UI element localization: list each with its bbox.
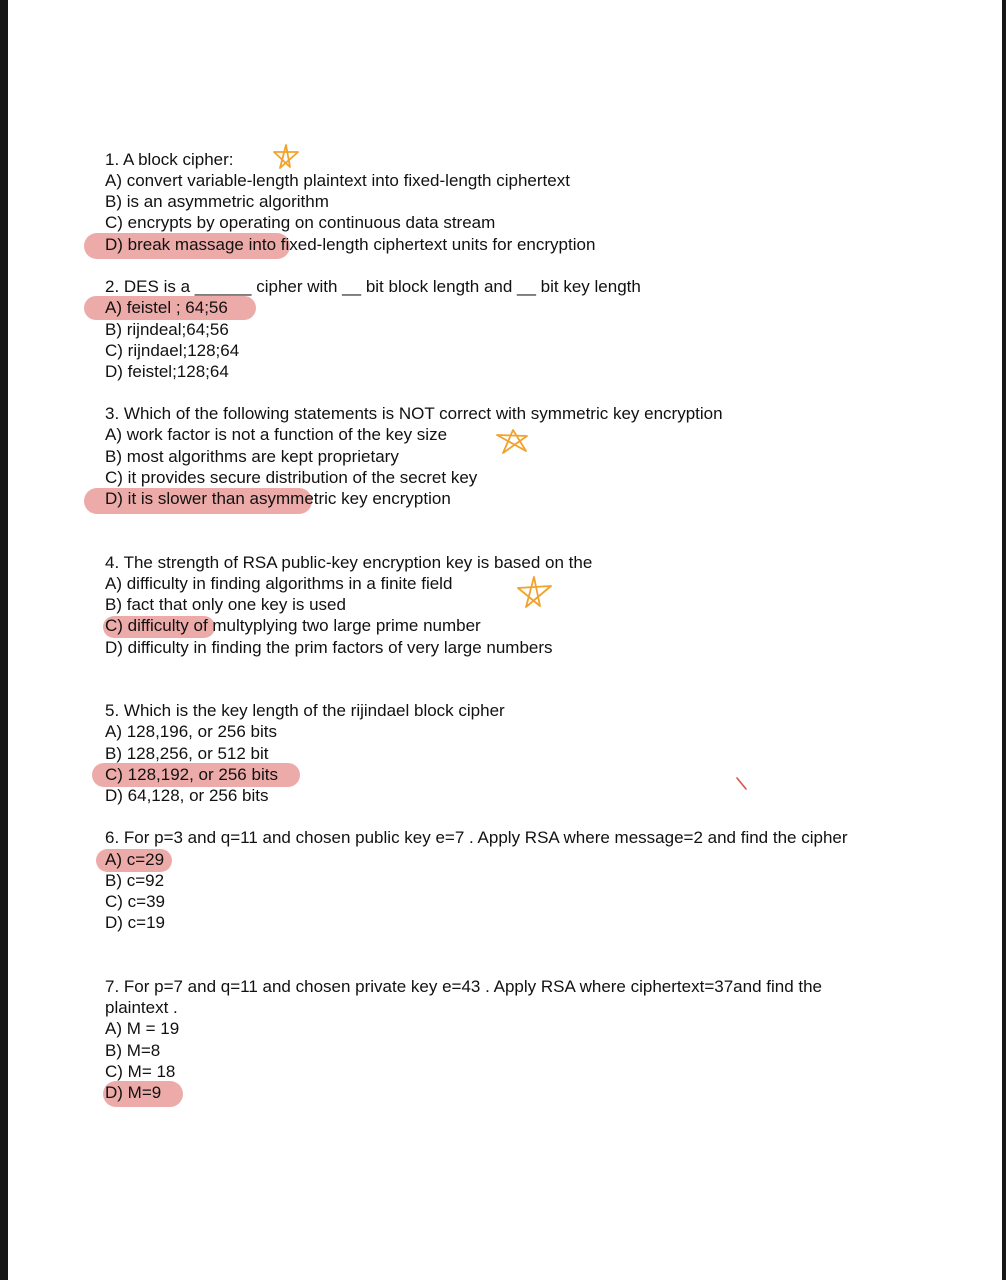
question-7-option-d: D) M=9 (105, 1083, 162, 1102)
question-1-option-a: A) convert variable-length plaintext into fixed-length ciphertext (105, 171, 570, 190)
star-icon (493, 427, 533, 457)
page-edge-right (1002, 0, 1006, 1280)
question-1-stem: 1. A block cipher: (105, 150, 234, 169)
question-6-stem: 6. For p=3 and q=11 and chosen public key e=7 . Apply RSA where message=2 and find the cipher (105, 828, 848, 847)
question-2-option-b: B) rijndeal;64;56 (105, 320, 229, 339)
pen-tick-mark (734, 776, 750, 792)
page-edge-left (0, 0, 8, 1280)
question-4-option-c: C) difficulty of multyplying two large prime number (105, 616, 481, 635)
question-3-option-d: D) it is slower than asymmetric key encryption (105, 489, 451, 508)
question-7-option-a: A) M = 19 (105, 1019, 180, 1038)
question-3-stem: 3. Which of the following statements is NOT correct with symmetric key encryption (105, 404, 723, 423)
question-5-option-d: D) 64,128, or 256 bits (105, 786, 269, 805)
question-3-option-b: B) most algorithms are kept proprietary (105, 447, 399, 466)
question-2-option-d: D) feistel;128;64 (105, 362, 229, 381)
question-7-option-b: B) M=8 (105, 1041, 161, 1060)
question-3-option-a: A) work factor is not a function of the key size (105, 425, 448, 444)
star-icon (270, 143, 302, 173)
question-5-option-b: B) 128,256, or 512 bit (105, 744, 269, 763)
question-2-option-c: C) rijndael;128;64 (105, 341, 240, 360)
question-4-stem: 4. The strength of RSA public-key encryption key is based on the (105, 553, 593, 572)
question-5-option-a: A) 128,196, or 256 bits (105, 722, 278, 741)
question-7-stem-continued: plaintext . (105, 998, 178, 1017)
question-1-option-b: B) is an asymmetric algorithm (105, 192, 329, 211)
star-icon (513, 574, 555, 610)
question-5-stem: 5. Which is the key length of the rijindael block cipher (105, 701, 505, 720)
question-4-option-b: B) fact that only one key is used (105, 595, 346, 614)
question-2-stem: 2. DES is a ______ cipher with __ bit block length and __ bit key length (105, 277, 641, 296)
question-2-option-a: A) feistel ; 64;56 (105, 298, 228, 317)
question-6-option-d: D) c=19 (105, 913, 165, 932)
question-4-option-a: A) difficulty in finding algorithms in a finite field (105, 574, 453, 593)
question-7-option-c: C) M= 18 (105, 1062, 176, 1081)
question-1-option-c: C) encrypts by operating on continuous data stream (105, 213, 496, 232)
question-6-option-b: B) c=92 (105, 871, 165, 890)
question-6-option-a: A) c=29 (105, 850, 165, 869)
question-7-stem: 7. For p=7 and q=11 and chosen private key e=43 . Apply RSA where ciphertext=37and find the (105, 977, 823, 996)
question-1-option-d: D) break massage into fixed-length ciphertext units for encryption (105, 235, 596, 254)
question-5-option-c: C) 128,192, or 256 bits (105, 765, 278, 784)
question-4-option-d: D) difficulty in finding the prim factors of very large numbers (105, 638, 553, 657)
question-6-option-c: C) c=39 (105, 892, 165, 911)
question-3-option-c: C) it provides secure distribution of the secret key (105, 468, 478, 487)
